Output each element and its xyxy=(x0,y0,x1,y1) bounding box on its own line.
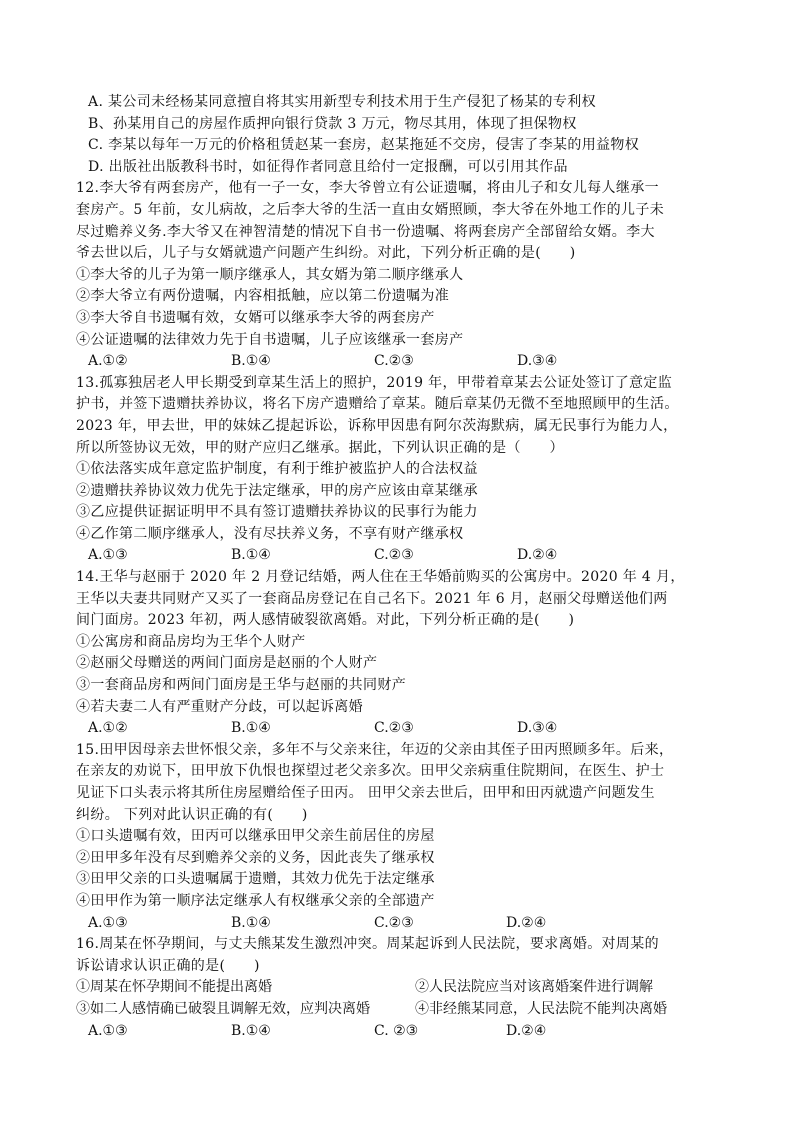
q11-option-d: D. 出版社出版教科书时，如征得作者同意且给付一定报酬，可以引用其作品 xyxy=(88,158,568,175)
question-11-options xyxy=(76,92,726,178)
q13-item-4: ④乙作第二顺序继承人，没有尽扶养义务，不享有财产继承权 xyxy=(76,525,464,542)
q14-item-3: ③一套商品房和两间门面房是王华与赵丽的共同财产 xyxy=(76,677,407,694)
question-14 xyxy=(76,567,726,740)
q13-choices xyxy=(76,545,726,567)
q15-item-1: ①口头遗嘱有效，田丙可以继承田甲父亲生前居住的房屋 xyxy=(76,828,435,845)
q12-item-3: ③李大爷自书遗嘱有效，女婿可以继承李大爷的两套房产 xyxy=(76,309,435,326)
q15-item-3: ③田甲父亲的口头遗嘱属于遗赠，其效力优先于法定继承 xyxy=(76,871,435,888)
question-15 xyxy=(76,740,726,934)
q14-item-4: ④若夫妻二人有严重财产分歧，可以起诉离婚 xyxy=(76,698,363,715)
question-13 xyxy=(76,373,726,567)
q15-stem-line: 在亲友的劝说下，田甲放下仇恨也探望过老父亲多次。田甲父亲病重住院期间，在医生、护士 xyxy=(76,763,665,780)
q14-choice-c: C.②③ xyxy=(374,720,414,737)
q11-option-b: B、孙某用自己的房屋作质押向银行贷款 3 万元，物尽其用，体现了担保物权 xyxy=(88,115,577,132)
q15-stem-line: 15.田甲因母亲去世怀恨父亲，多年不与父亲来往，年迈的父亲由其侄子田丙照顾多年。后来， xyxy=(76,741,674,758)
q14-stem-line: 14.王华与赵丽于 2020 年 2 月登记结婚，两人住在王华婚前购买的公寓房中。2020 年 4 月， xyxy=(76,569,685,586)
q12-item-4: ④公证遗嘱的法律效力先于自书遗嘱，儿子应该继承一套房产 xyxy=(76,331,464,348)
q16-choices xyxy=(76,1021,726,1043)
q12-choice-d: D.③④ xyxy=(517,353,558,370)
q15-choices xyxy=(76,913,726,935)
q16-item-1: ①周某在怀孕期间不能提出离婚 xyxy=(76,979,272,996)
q12-choice-b: B.①④ xyxy=(231,353,271,370)
q16-choice-d: D.②④ xyxy=(506,1022,547,1039)
q13-stem-line: 13.孤寡独居老人甲长期受到章某生活上的照护，2019 年，甲带着章某去公证处签订了意定监 xyxy=(76,374,673,391)
q16-stem-line: 诉讼请求认识正确的是( ) xyxy=(76,957,260,974)
q12-stem-line: 套房产。5 年前，女儿病故，之后李大爷的生活一直由女婿照顾，李大爷在外地工作的儿子未 xyxy=(76,201,665,218)
question-12 xyxy=(76,178,726,372)
q12-item-2: ②李大爷立有两份遗嘱，内容相抵触，应以第二份遗嘱为准 xyxy=(76,288,450,305)
q14-choices xyxy=(76,718,726,740)
q14-item-2: ②赵丽父母赠送的两间门面房是赵丽的个人财产 xyxy=(76,655,378,672)
q12-stem-line: 爷去世以后，儿子与女婿就遗产问题产生纠纷。对此，下列分析正确的是( ) xyxy=(76,245,576,262)
q15-item-4: ④田甲作为第一顺序法定继承人有权继承父亲的全部遗产 xyxy=(76,892,435,909)
q13-stem-line: 所以所签协议无效，甲的财产应归乙继承。据此，下列认识正确的是（ ） xyxy=(76,439,564,456)
q13-stem-line: 护书，并签下遗赠扶养协议，将名下房产遗赠给了章某。随后章某仍无微不至地照顾甲的生活。 xyxy=(76,396,679,413)
q16-stem-line: 16.周某在怀孕期间，与丈夫熊某发生激烈冲突。周某起诉到人民法院，要求离婚。对周某的 xyxy=(76,936,659,953)
q11-option-c: C. 李某以每年一万元的价格租赁赵某一套房，赵某拖延不交房，侵害了李某的用益物权 xyxy=(88,137,640,154)
q14-stem-line: 间门面房。2023 年初，两人感情破裂欲离婚。对此，下列分析正确的是( ) xyxy=(76,612,575,629)
q13-item-1: ①依法落实成年意定监护制度，有利于维护被监护人的合法权益 xyxy=(76,461,478,478)
q13-item-3: ③乙应提供证据证明甲不具有签订遗赠扶养协议的民事行为能力 xyxy=(76,504,478,521)
q14-choice-d: D.③④ xyxy=(517,720,558,737)
q12-choice-a: A.①② xyxy=(88,353,128,370)
q12-stem-line: 尽过赡养义务.李大爷又在神智清楚的情况下自书一份遗嘱、将两套房产全部留给女婿。李大 xyxy=(76,223,655,240)
q12-choice-c: C.②③ xyxy=(374,353,414,370)
q12-item-1: ①李大爷的儿子为第一顺序继承人，其女婿为第二顺序继承人 xyxy=(76,266,464,283)
q13-stem-line: 2023 年，甲去世，甲的妹妹乙提起诉讼，诉称甲因患有阿尔茨海默病，属无民事行为能力人， xyxy=(76,417,678,434)
q13-item-2: ②遗赠扶养协议效力优先于法定继承，甲的房产应该由章某继承 xyxy=(76,482,478,499)
q14-item-1: ①公寓房和商品房均为王华个人财产 xyxy=(76,633,306,650)
q15-item-2: ②田甲多年没有尽到赡养父亲的义务，因此丧失了继承权 xyxy=(76,849,435,866)
question-16 xyxy=(76,934,726,1042)
q14-stem-line: 王华以夫妻共同财产又买了一套商品房登记在自己名下。2021 年 6 月，赵丽父母赠送他们两 xyxy=(76,590,668,607)
q16-choice-b: B.①④ xyxy=(231,1022,271,1039)
question-content xyxy=(76,92,726,1042)
q14-choice-a: A.①② xyxy=(88,720,128,737)
q13-choice-c: C.②③ xyxy=(374,547,414,564)
q12-stem-line: 12.李大爷有两套房产，他有一子一女，李大爷曾立有公证遗嘱，将由儿子和女儿每人继承一 xyxy=(76,180,659,197)
q12-choices xyxy=(76,351,726,373)
q15-choice-d: D.②④ xyxy=(506,914,547,931)
q16-items-row xyxy=(76,999,726,1021)
q16-item-3: ③如二人感情确已破裂且调解无效，应判决离婚 xyxy=(76,1000,370,1017)
q13-choice-d: D.②④ xyxy=(517,547,558,564)
q15-stem-line: 纠纷。 下列对此认识正确的有( ) xyxy=(76,806,308,823)
q11-option-a: A. 某公司未经杨某同意擅自将其实用新型专利技术用于生产侵犯了杨某的专利权 xyxy=(88,94,596,110)
q16-item-4: ④非经熊某同意，人民法院不能判决离婚 xyxy=(415,1000,667,1017)
q16-items-row xyxy=(76,977,726,999)
q14-choice-b: B.①④ xyxy=(231,720,271,737)
q15-choice-b: B.①④ xyxy=(231,914,271,931)
q16-choice-c: C. ②③ xyxy=(374,1022,419,1039)
q16-item-2: ②人民法院应当对该离婚案件进行调解 xyxy=(415,979,653,996)
q13-choice-b: B.①④ xyxy=(231,547,271,564)
q13-choice-a: A.①③ xyxy=(88,547,128,564)
q15-choice-c: C.②③ xyxy=(374,914,414,931)
q16-choice-a: A.①③ xyxy=(88,1022,128,1039)
q15-choice-a: A.①③ xyxy=(88,914,128,931)
q15-stem-line: 见证下口头表示将其所住房屋赠给侄子田丙。 田甲父亲去世后，田甲和田丙就遗产问题发生 xyxy=(76,785,655,801)
